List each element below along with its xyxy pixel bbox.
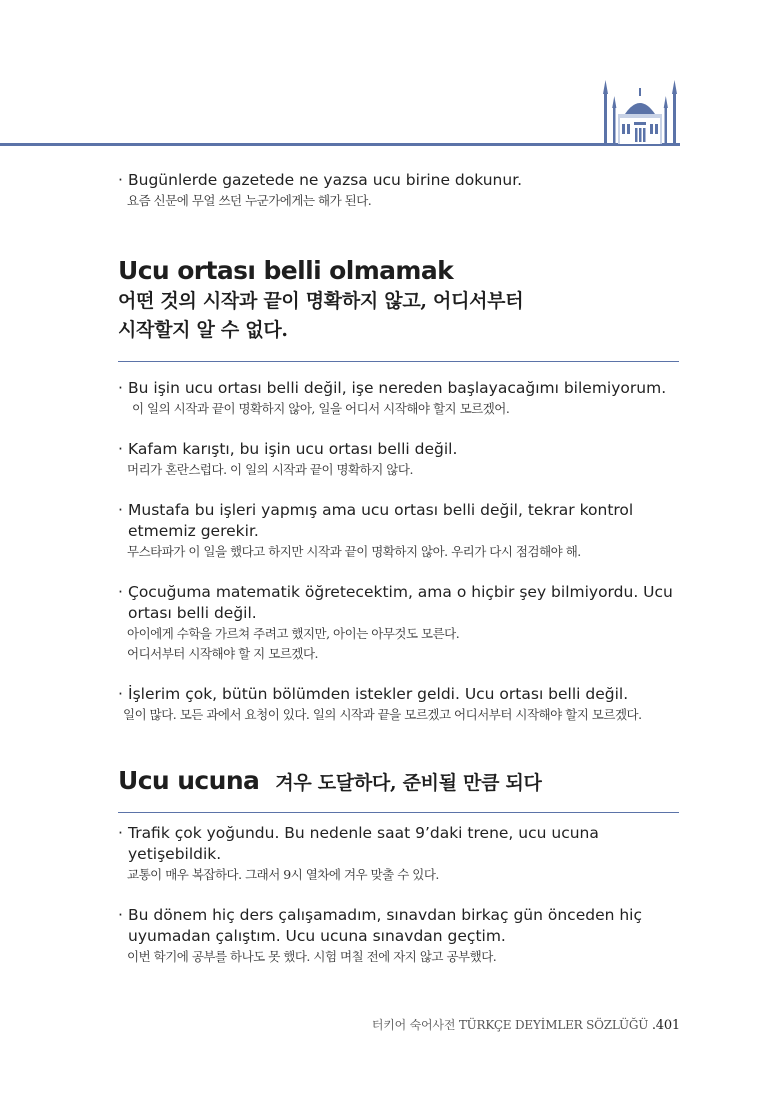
korean-translation: 요즘 신문에 무얼 쓰던 누군가에게는 해가 된다.: [127, 193, 372, 208]
example-item: [118, 905, 683, 967]
turkish-sentence: Bu işin ucu ortası belli değil, işe nereden başlayacağımı bilemiyorum.: [128, 379, 667, 397]
example-top: [118, 170, 683, 211]
example-item: [118, 439, 683, 480]
bullet: ·: [118, 824, 123, 842]
bullet: ·: [118, 501, 123, 519]
page-footer: [372, 1016, 680, 1033]
example-item: [118, 684, 683, 725]
turkish-sentence: Kafam karıştı, bu işin ucu ortası belli değil.: [128, 440, 458, 458]
entry-title: Ucu ortası belli olmamak: [118, 256, 454, 285]
turkish-sentence: Trafik çok yoğundu. Bu nedenle saat 9’daki trene, ucu ucuna yetişebildik.: [128, 824, 599, 863]
mosque-icon: [598, 78, 682, 144]
example-item: [118, 823, 683, 885]
turkish-sentence: Bugünlerde gazetede ne yazsa ucu birine dokunur.: [128, 171, 523, 189]
page-content: [118, 170, 683, 967]
korean-translation: 이번 학기에 공부를 하나도 못 했다. 시험 며칠 전에 자지 않고 공부했다.: [127, 949, 497, 964]
bullet: ·: [118, 171, 123, 189]
example-item: [118, 500, 683, 562]
entry-title: Ucu ucuna: [118, 766, 260, 795]
entry-meaning-line2: 시작할지 알 수 없다.: [118, 319, 288, 341]
header-rule: [0, 143, 680, 146]
turkish-sentence: Mustafa bu işleri yapmış ama ucu ortası belli değil, tekrar kontrol etmemiz gerekir.: [128, 501, 634, 540]
korean-translation: 교통이 매우 복잡하다. 그래서 9시 열차에 겨우 맞출 수 있다.: [127, 867, 439, 882]
turkish-sentence: Çocuğuma matematik öğretecektim, ama o hiçbir şey bilmiyordu. Ucu ortası belli değil.: [128, 583, 673, 622]
korean-translation: 일이 많다. 모든 과에서 요청이 있다. 일의 시작과 끝을 모르겠고 어디서부터 시작해야 할지 모르겠다.: [123, 707, 642, 722]
example-item: [118, 582, 683, 664]
korean-translation: 무스타파가 이 일을 했다고 하지만 시작과 끝이 명확하지 않아. 우리가 다시 점검해야 해.: [127, 544, 581, 559]
bullet: ·: [118, 583, 123, 601]
example-item: [118, 378, 683, 419]
bullet: ·: [118, 685, 123, 703]
turkish-sentence: İşlerim çok, bütün bölümden istekler geldi. Ucu ortası belli değil.: [128, 685, 629, 703]
entry-heading: [118, 765, 683, 798]
turkish-sentence: Bu dönem hiç ders çalışamadım, sınavdan birkaç gün önceden hiç uyumadan çalıştım. Ucu ucuna sınavdan geçtim.: [128, 906, 643, 945]
entry-meaning-line1: 어떤 것의 시작과 끝이 명확하지 않고, 어디서부터: [118, 290, 524, 312]
bullet: ·: [118, 379, 123, 397]
bullet: ·: [118, 440, 123, 458]
bullet: ·: [118, 906, 123, 924]
korean-translation: 머리가 혼란스럽다. 이 일의 시작과 끝이 명확하지 않다.: [127, 462, 413, 477]
entry-meaning: 겨우 도달하다, 준비될 만큼 되다: [275, 772, 542, 794]
book-title: 터키어 숙어사전 TÜRKÇE DEYİMLER SÖZLÜĞÜ: [371, 1018, 649, 1032]
korean-translation-cont: 어디서부터 시작해야 할 지 모르겠다.: [127, 646, 318, 661]
korean-translation: 이 일의 시작과 끝이 명확하지 않아, 일을 어디서 시작해야 할지 모르겠어.: [132, 401, 510, 416]
korean-translation: 아이에게 수학을 가르쳐 주려고 했지만, 아이는 아무것도 모른다.: [127, 626, 460, 641]
page-number: .401: [651, 1018, 680, 1033]
